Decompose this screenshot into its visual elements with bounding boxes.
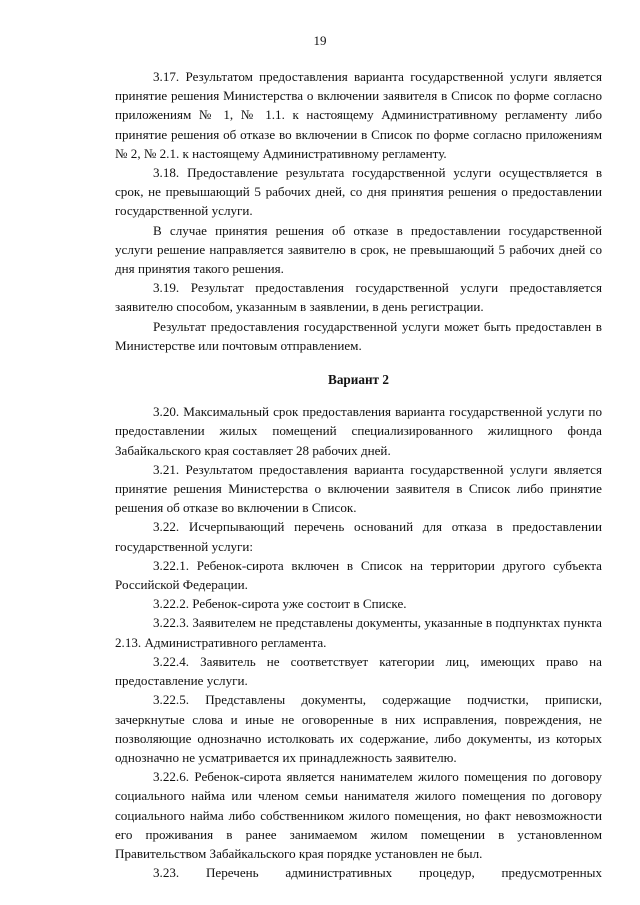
paragraph-3-22-1: 3.22.1. Ребенок-сирота включен в Список на территории другого субъекта Российской Федерации. bbox=[115, 557, 602, 593]
paragraph-3-18: 3.18. Предоставление результата государственной услуги осуществляется в срок, не превышающий 5 рабочих дней, со дня принятия решения о предоставлении государственной услуги. bbox=[115, 165, 602, 219]
section-heading: Вариант 2 bbox=[328, 372, 389, 388]
document-body bbox=[115, 67, 602, 882]
paragraph-3-22-6: 3.22.6. Ребенок-сирота является нанимателем жилого помещения по договору социального найма или членом семьи нанимателя жилого помещения по договору социального найма либо собственником жилого помещения, но факт невозможности его проживания в ранее занимаемом жилом помещении в установленном Правительством Забайкальского края порядке установлен не был. bbox=[115, 769, 602, 861]
paragraph-3-23: 3.23. Перечень административных процедур, предусмотренных bbox=[153, 865, 602, 881]
paragraph-3-17: 3.17. Результатом предоставления варианта государственной услуги является принятие решения Министерства о включении заявителя в Список по форме согласно приложениям № 1, № 1.1. к настоящему Административному регламенту либо принятие решения об отказе во включении в Список по форме согласно приложениям № 2, № 2.1. к настоящему Административному регламенту. bbox=[115, 69, 602, 161]
paragraph-3-22: 3.22. Исчерпывающий перечень оснований для отказа в предоставлении государственной услуги: bbox=[115, 519, 602, 554]
paragraph-3-19: 3.19. Результат предоставления государственной услуги предоставляется заявителю способом, указанным в заявлении, в день регистрации. bbox=[115, 280, 602, 315]
paragraph-refusal-deadline: В случае принятия решения об отказе в предоставлении государственной услуги решение направляется заявителю в срок, не превышающий 5 рабочих дней со дня принятия такого решения. bbox=[115, 222, 602, 277]
paragraph-3-21: 3.21. Результатом предоставления варианта государственной услуги является принятие решения Министерства о включении заявителя в Список либо принятие решения об отказе во включении в Список. bbox=[115, 461, 602, 516]
paragraph-3-20: 3.20. Максимальный срок предоставления варианта государственной услуги по предоставлении жилых помещений специализированного жилищного фонда Забайкальского края составляет 28 рабочих дней. bbox=[115, 404, 602, 458]
paragraph-3-22-5: 3.22.5. Представлены документы, содержащие подчистки, приписки, зачеркнутые слова и иные не оговоренные в них исправления, повреждения, не позволяющие однозначно истолковать их содержание, либо документы, из которых однозначно не усматривается их принадлежность заявителю. bbox=[115, 692, 602, 765]
page-number: 19 bbox=[313, 33, 327, 48]
paragraph-3-22-2: 3.22.2. Ребенок-сирота уже состоит в Списке. bbox=[153, 596, 407, 612]
paragraph-result-delivery: Результат предоставления государственной услуги может быть предоставлен в Министерстве или почтовым отправлением. bbox=[115, 318, 602, 353]
paragraph-3-22-4: 3.22.4. Заявитель не соответствует категории лиц, имеющих право на предоставление услуги. bbox=[115, 653, 602, 689]
paragraph-3-22-3: 3.22.3. Заявителем не представлены документы, указанные в подпунктах пункта 2.13. Административного регламента. bbox=[115, 615, 602, 650]
